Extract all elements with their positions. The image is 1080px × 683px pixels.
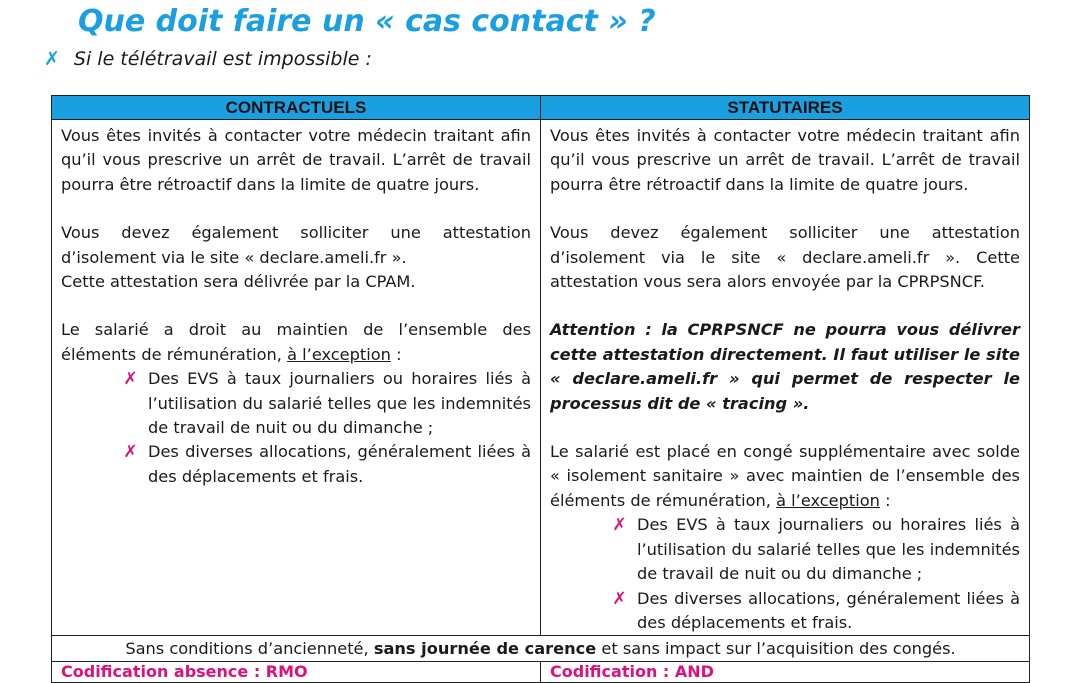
cross-icon: ✗ <box>44 48 60 70</box>
paragraph-medecin: Vous êtes invités à contacter votre médecin traitant afin qu’il vous prescrive un arrêt de travail. L’arrêt de travail pourra être rétroactif dans la limite de quatre jours. <box>61 126 531 194</box>
cross-bullet-icon: ✗ <box>123 442 138 463</box>
codification-row <box>52 662 1030 683</box>
paragraph-medecin: Vous êtes invités à contacter votre médecin traitant afin qu’il vous prescrive un arrêt de travail. L’arrêt de travail pourra être rétroactif dans la limite de quatre jours. <box>550 126 1020 194</box>
subheading <box>44 48 372 70</box>
codification-right: Codification : AND <box>541 662 1030 683</box>
cell-contractuels <box>52 120 541 636</box>
list-item: ✗ Des diverses allocations, généralement liées à des déplacements et frais. <box>602 587 1020 636</box>
attention-note: Attention : la CPRPSNCF ne pourra vous délivrer cette attestation directement. Il faut utiliser le site « declare.ameli.fr » qui permet de respecter le processus dit de « tracing ». <box>550 320 1020 413</box>
list-item: ✗ Des diverses allocations, généralement liées à des déplacements et frais. <box>113 440 531 489</box>
exception-underline: à l’exception <box>287 344 391 364</box>
footer-row <box>52 636 1030 662</box>
cross-bullet-icon: ✗ <box>612 588 627 609</box>
subheading-text: Si le télétravail est impossible : <box>73 48 372 70</box>
cross-bullet-icon: ✗ <box>123 369 138 390</box>
paragraph-cpam: Cette attestation sera délivrée par la CPAM. <box>61 272 416 292</box>
footer-note: Sans conditions d’ancienneté, sans journée de carence et sans impact sur l’acquisition des congés. <box>52 636 1030 662</box>
paragraph-remuneration: Le salarié a droit au maintien de l’ensemble des éléments de rémunération, à l’exception : <box>61 320 531 364</box>
paragraph-conge: Le salarié est placé en congé supplémentaire avec solde « isolement sanitaire » avec maintien de l’ensemble des éléments de rémunération, à l’exception : <box>550 442 1020 510</box>
header-row <box>52 96 1030 120</box>
list-item: ✗ Des EVS à taux journaliers ou horaires liés à l’utilisation du salarié telles que les indemnités de travail de nuit ou du dimanche ; <box>113 367 531 440</box>
list-item: ✗ Des EVS à taux journaliers ou horaires liés à l’utilisation du salarié telles que les indemnités de travail de nuit ou du dimanche ; <box>602 513 1020 586</box>
codification-left: Codification absence : RMO <box>52 662 541 683</box>
footer-bold: sans journée de carence <box>373 639 597 659</box>
comparison-table <box>51 95 1030 683</box>
paragraph-attestation: Vous devez également solliciter une attestation d’isolement via le site « declare.ameli.fr ». <box>61 223 531 267</box>
exception-underline: à l’exception <box>776 490 880 510</box>
column-header-statutaires: STATUTAIRES <box>541 96 1030 120</box>
column-header-contractuels: CONTRACTUELS <box>52 96 541 120</box>
content-row <box>52 120 1030 636</box>
page-title: Que doit faire un « cas contact » ? <box>78 4 656 39</box>
cross-bullet-icon: ✗ <box>612 515 627 536</box>
paragraph-attestation: Vous devez également solliciter une attestation d’isolement via le site « declare.ameli.fr ». Cette attestation vous sera alors envoyée par la CPRPSNCF. <box>550 223 1020 292</box>
cell-statutaires <box>541 120 1030 636</box>
